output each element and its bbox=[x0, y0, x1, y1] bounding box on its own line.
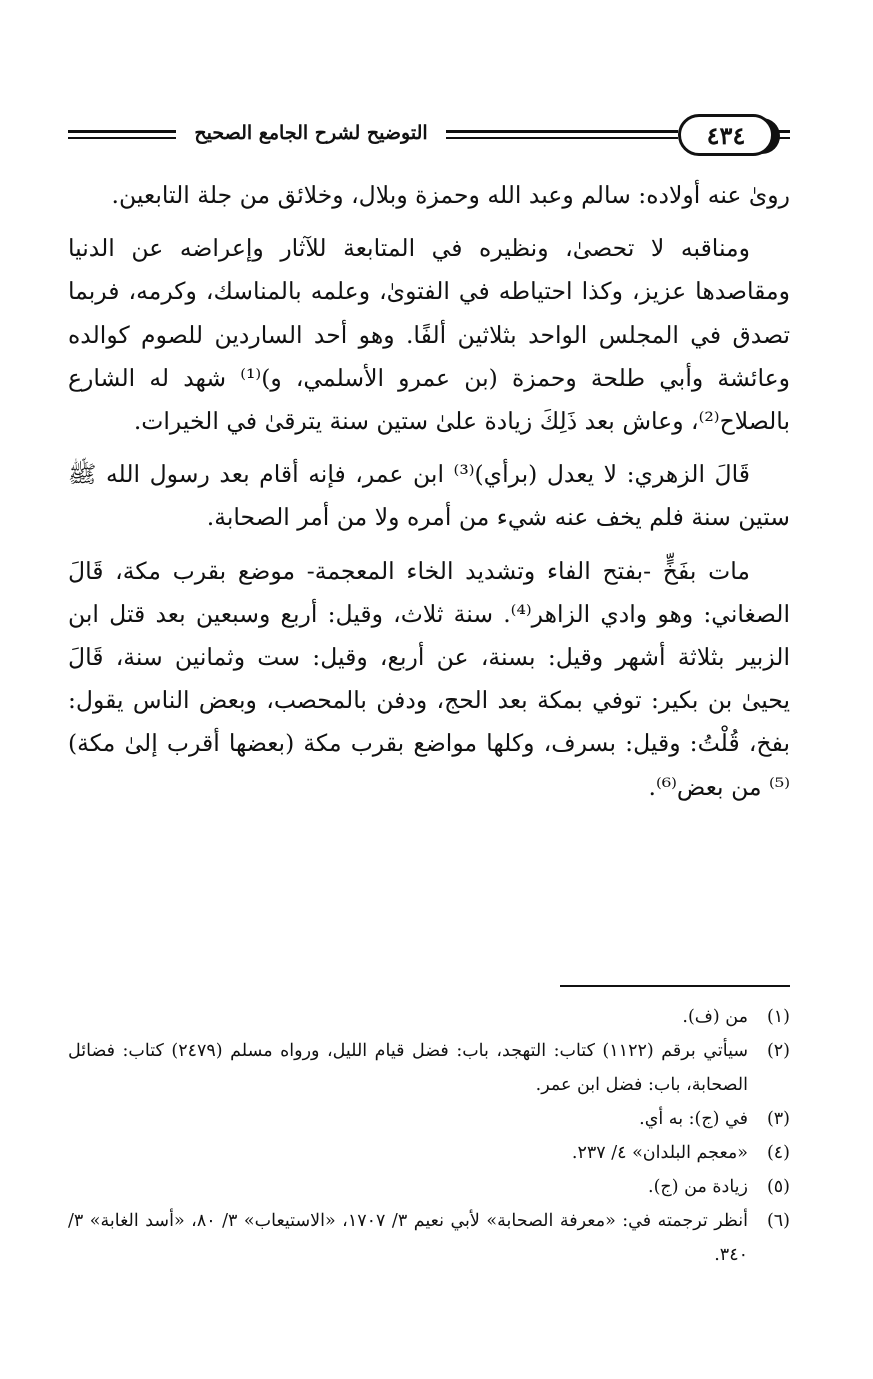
footnote bbox=[68, 1102, 790, 1136]
header-rule-right-bottom bbox=[774, 137, 790, 139]
footnote-number: (٥) bbox=[766, 1177, 790, 1197]
footnote-separator bbox=[560, 985, 790, 987]
footnote-number: (٤) bbox=[766, 1143, 790, 1163]
main-text bbox=[68, 174, 790, 819]
footnote-number: (١) bbox=[766, 1007, 790, 1027]
footnote-number: (٢) bbox=[766, 1041, 790, 1061]
header-rule-left-bottom bbox=[68, 137, 176, 139]
running-header bbox=[68, 112, 790, 162]
footnote-text: «معجم البلدان» ٤/ ٢٣٧. bbox=[571, 1143, 748, 1163]
footnote bbox=[68, 1000, 790, 1034]
footnote-number: (٦) bbox=[766, 1211, 790, 1231]
header-rule-left-top bbox=[68, 130, 176, 133]
header-rule-right-top bbox=[774, 130, 790, 133]
page-number: ٤٣٤ bbox=[678, 114, 774, 156]
footnote-text: زيادة من (ج). bbox=[648, 1177, 748, 1197]
paragraph: مات بفَخٍّ -بفتح الفاء وتشديد الخاء المعجمة- موضع بقرب مكة، قَالَ الصغاني: وهو وادي الزاهر⁽⁴⁾. سنة ثلاث، وقيل: أربع وسبعين بعد قتل ابن الزبير بثلاثة أشهر وقيل: بسنة، عن أربع، وقيل: ست وثمانين سنة، قَالَ يحيىٰ بن بكير: توفي بمكة بعد الحج، ودفن بالمحصب، وبعض الناس يقول: بفخ، قُلْتُ: وقيل: بسرف، وكلها مواضع بقرب مكة (بعضها أقرب إلىٰ مكة)⁽⁵⁾ من بعض⁽⁶⁾. bbox=[68, 556, 790, 801]
paragraph: ومناقبه لا تحصىٰ، ونظيره في المتابعة للآثار وإعراضه عن الدنيا ومقاصدها عزيز، وكذا احتياطه في الفتوىٰ، وعلمه بالمناسك، وكرمه، فربما تصدق في المجلس الواحد بثلاثين ألفًا. وهو أحد الساردين للصوم كوالده وعائشة وأبي طلحة وحمزة (بن عمرو الأسلمي، و)⁽¹⁾ شهد له الشارع بالصلاح⁽²⁾، وعاش بعد ذَلِكَ زيادة علىٰ ستين سنة يترقىٰ في الخيرات. bbox=[68, 234, 791, 436]
paragraph: قَالَ الزهري: لا يعدل (برأي)⁽³⁾ ابن عمر، فإنه أقام بعد رسول الله ﷺ ستين سنة فلم يخف عنه شيء من أمره ولا من أمر الصحابة. bbox=[68, 460, 790, 532]
header-rule-mid-bottom bbox=[446, 137, 678, 139]
running-title: التوضيح لشرح الجامع الصحيح bbox=[194, 122, 428, 144]
footnote bbox=[68, 1170, 790, 1204]
footnote-number: (٣) bbox=[766, 1109, 790, 1129]
footnote bbox=[68, 1034, 790, 1102]
footnote bbox=[68, 1136, 790, 1170]
footnote-text: من (ف). bbox=[682, 1007, 748, 1027]
footnotes bbox=[68, 1000, 790, 1272]
footnote bbox=[68, 1204, 790, 1272]
footnote-text: في (ج): به أي. bbox=[639, 1109, 748, 1129]
footnote-text: سيأتي برقم (١١٢٢) كتاب: التهجد، باب: فضل قيام الليل، ورواه مسلم (٢٤٧٩) كتاب: فضائل الصحابة، باب: فضل ابن عمر. bbox=[68, 1041, 749, 1095]
footnote-text: أنظر ترجمته في: «معرفة الصحابة» لأبي نعيم ٣/ ١٧٠٧، «الاستيعاب» ٣/ ٨٠، «أسد الغابة» ٣/ ٣٤٠. bbox=[68, 1211, 748, 1265]
paragraph: روىٰ عنه أولاده: سالم وعبد الله وحمزة وبلال، وخلائق من جلة التابعين. bbox=[111, 181, 790, 209]
header-rule-mid-top bbox=[446, 130, 678, 133]
